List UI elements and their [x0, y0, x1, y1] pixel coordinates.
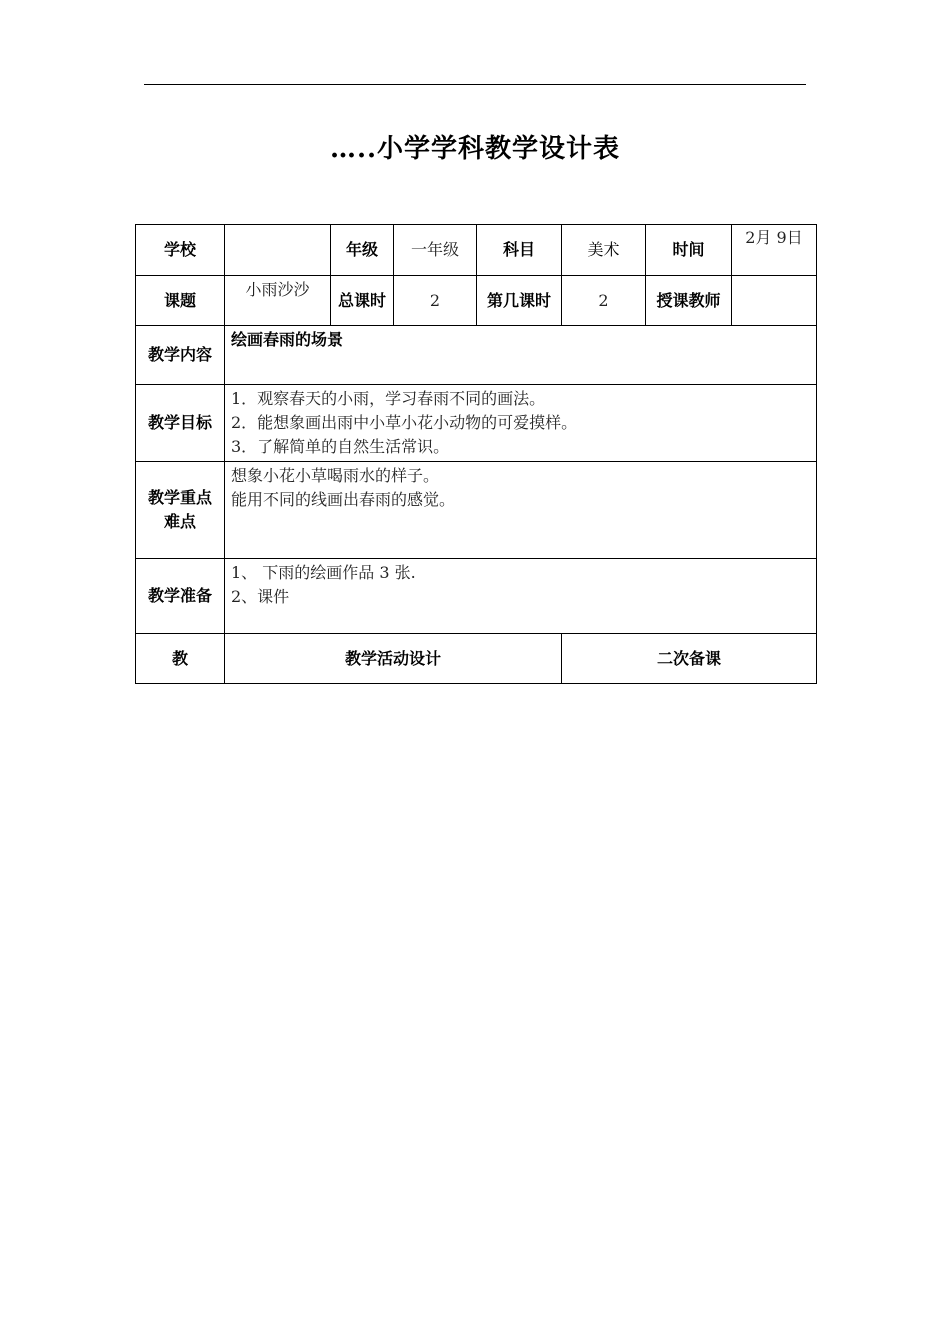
- table-row-goals: [136, 385, 817, 462]
- preparation-label: 教学准备: [136, 559, 225, 634]
- teaching-column-header: 教: [136, 634, 225, 684]
- page-title: …..小学学科教学设计表: [329, 134, 621, 164]
- preparation-item: 2、课件: [231, 587, 290, 606]
- goal-item: 2．能想象画出雨中小草小花小动物的可爱摸样。: [231, 413, 578, 432]
- key-point-item: 能用不同的线画出春雨的感觉。: [231, 490, 456, 509]
- activity-design-header: 教学活动设计: [225, 634, 562, 684]
- subject-value: 美术: [562, 225, 646, 276]
- teacher-value: [732, 276, 817, 326]
- lesson-number-label: 第几课时: [477, 276, 562, 326]
- school-value: [225, 225, 331, 276]
- preparation-value: [225, 559, 817, 634]
- key-point-item: 想象小花小草喝雨水的样子。: [231, 466, 440, 485]
- header-rule: [144, 84, 806, 85]
- table-row-activities-header: [136, 634, 817, 684]
- table-row-basic-info: [136, 225, 817, 276]
- grade-label: 年级: [331, 225, 394, 276]
- preparation-item: 1、 下雨的绘画作品 3 张.: [231, 563, 416, 582]
- topic-value: 小雨沙沙: [225, 276, 331, 326]
- key-points-label: 教学重点难点: [136, 462, 225, 559]
- goals-label: 教学目标: [136, 385, 225, 462]
- table-row-key-points: [136, 462, 817, 559]
- content-label: 教学内容: [136, 326, 225, 385]
- goals-value: [225, 385, 817, 462]
- content-value: 绘画春雨的场景: [225, 326, 817, 385]
- grade-value: 一年级: [394, 225, 477, 276]
- time-label: 时间: [646, 225, 732, 276]
- lesson-plan-table: [135, 224, 817, 684]
- table-row-preparation: [136, 559, 817, 634]
- total-hours-value: 2: [394, 276, 477, 326]
- school-label: 学校: [136, 225, 225, 276]
- teacher-label: 授课教师: [646, 276, 732, 326]
- table-row-topic: [136, 276, 817, 326]
- time-value: 2月 9日: [732, 225, 817, 276]
- topic-label: 课题: [136, 276, 225, 326]
- goal-item: 1．观察春天的小雨，学习春雨不同的画法。: [231, 389, 546, 408]
- second-preparation-header: 二次备课: [562, 634, 817, 684]
- subject-label: 科目: [477, 225, 562, 276]
- table-row-content: [136, 326, 817, 385]
- total-hours-label: 总课时: [331, 276, 394, 326]
- lesson-number-value: 2: [562, 276, 646, 326]
- key-points-value: [225, 462, 817, 559]
- goal-item: 3．了解简单的自然生活常识。: [231, 437, 450, 456]
